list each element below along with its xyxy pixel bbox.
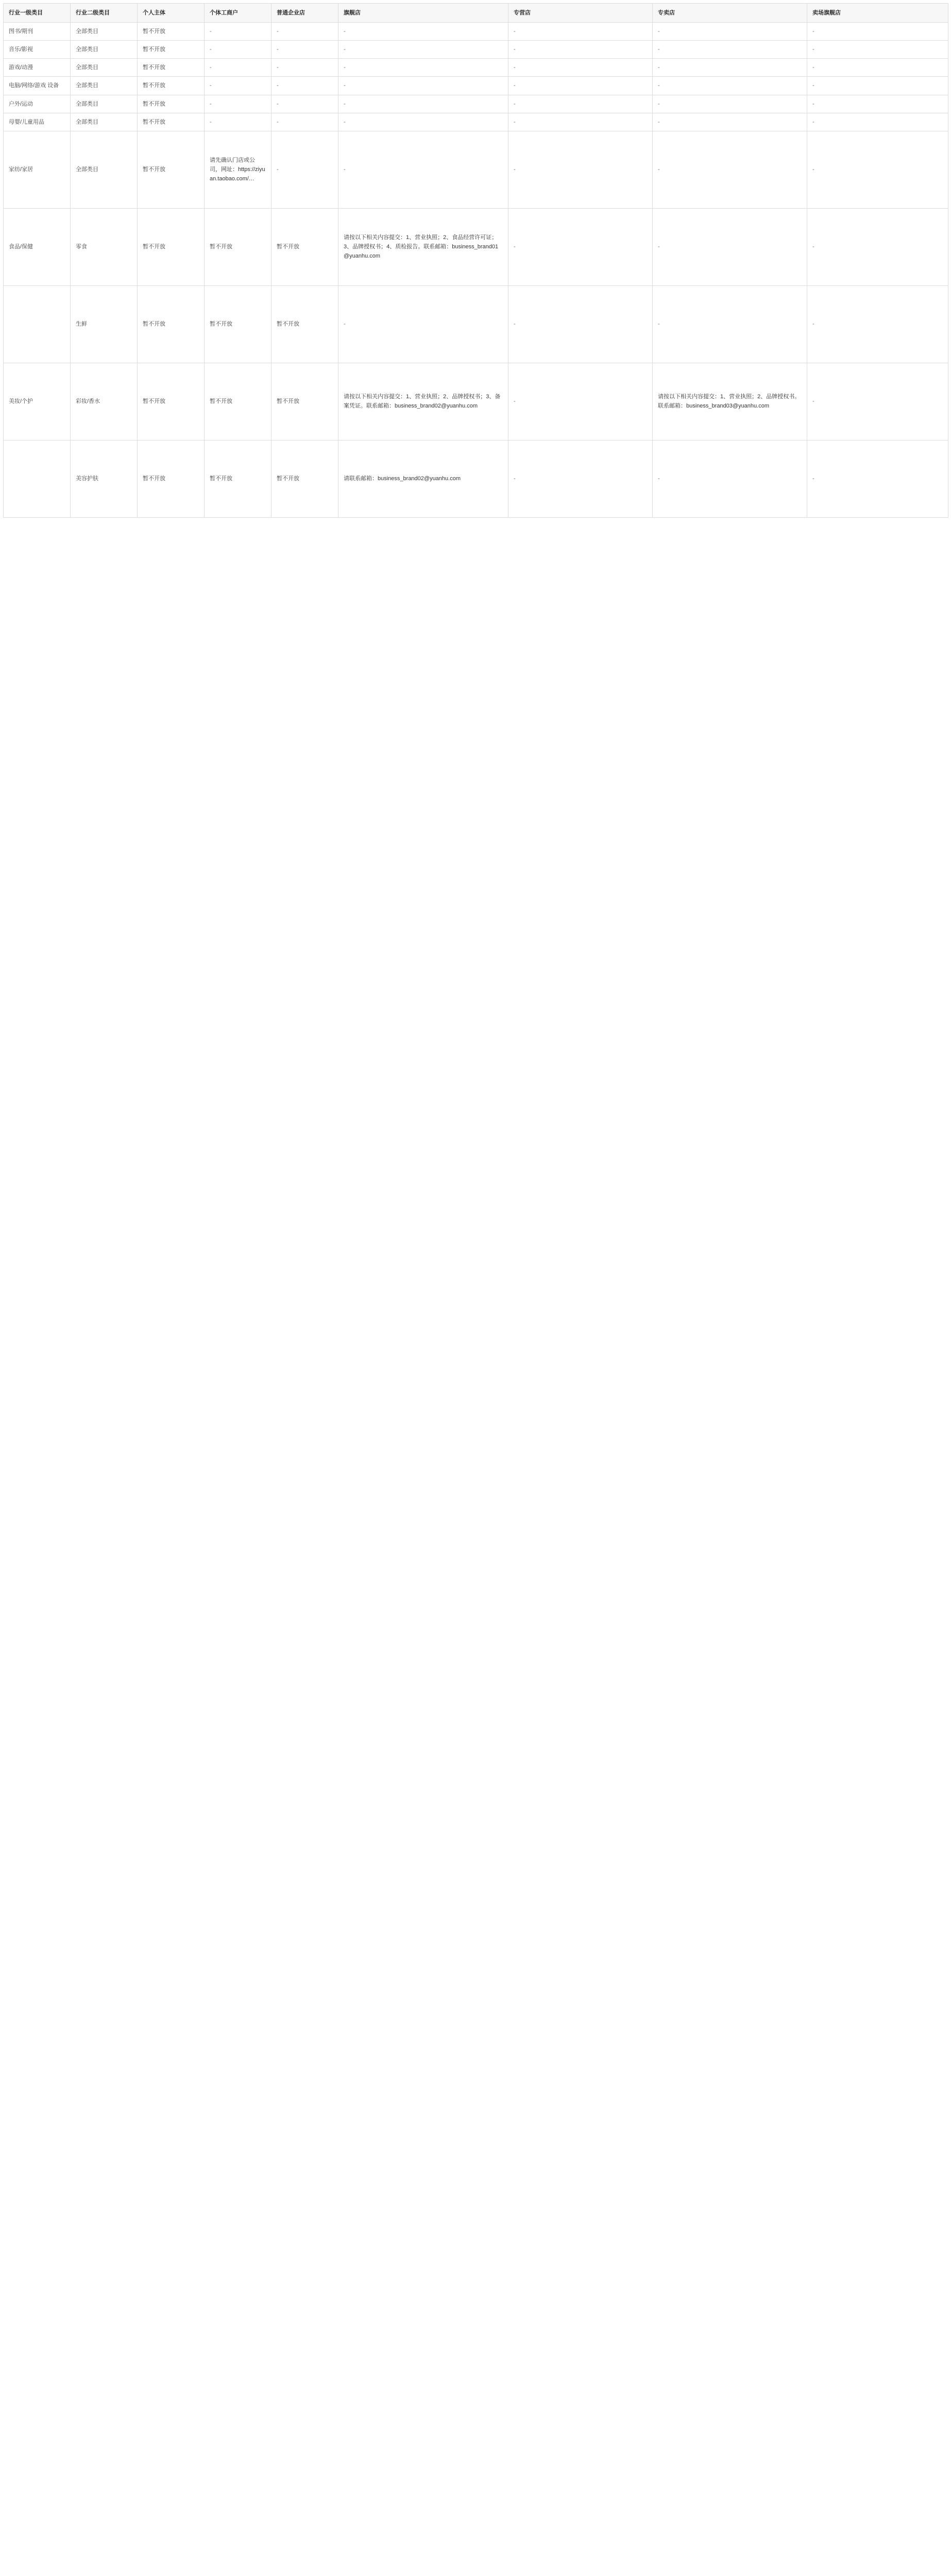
policy-cell: 暂不开放 (271, 285, 338, 363)
policy-cell: 暂不开放 (138, 23, 205, 41)
column-header: 专营店 (508, 4, 653, 23)
policy-cell: 请按以下相关内容提交：1、营业执照；2、食品经营许可证；3、品牌授权书；4、质检报告。联系邮箱：business_brand01@yuanhu.com (338, 208, 508, 285)
policy-cell: - (508, 131, 653, 208)
policy-cell: - (508, 95, 653, 113)
category-entry-matrix (3, 3, 948, 518)
policy-cell: 暂不开放 (138, 440, 205, 517)
policy-cell: 暂不开放 (138, 77, 205, 95)
subcategory-cell: 全部类目 (71, 59, 138, 77)
column-header: 专卖店 (653, 4, 807, 23)
subcategory-cell: 全部类目 (71, 41, 138, 59)
policy-cell: - (653, 208, 807, 285)
policy-cell: - (653, 131, 807, 208)
policy-cell: 暂不开放 (138, 95, 205, 113)
column-header: 普通企业店 (271, 4, 338, 23)
policy-cell: - (508, 59, 653, 77)
column-header: 个人主体 (138, 4, 205, 23)
column-header: 卖场旗舰店 (807, 4, 948, 23)
policy-cell: 暂不开放 (271, 208, 338, 285)
industry-cell: 电脑/网络/游戏 设备 (4, 77, 71, 95)
policy-cell: - (205, 113, 271, 131)
industry-cell: 户外/运动 (4, 95, 71, 113)
subcategory-cell: 全部类目 (71, 95, 138, 113)
policy-cell: - (205, 95, 271, 113)
table-row (4, 95, 948, 113)
industry-cell: 家纺/家居 (4, 131, 71, 208)
table-row (4, 208, 948, 285)
policy-cell: - (508, 440, 653, 517)
policy-cell: - (807, 208, 948, 285)
policy-cell: 暂不开放 (205, 208, 271, 285)
table-row (4, 41, 948, 59)
policy-cell: 暂不开放 (205, 363, 271, 440)
policy-cell: - (205, 41, 271, 59)
table-row (4, 59, 948, 77)
policy-cell: - (271, 77, 338, 95)
policy-cell: - (807, 41, 948, 59)
table-body (4, 23, 948, 518)
column-header: 个体工商户 (205, 4, 271, 23)
policy-cell: - (807, 440, 948, 517)
subcategory-cell: 全部类目 (71, 113, 138, 131)
policy-cell: - (807, 285, 948, 363)
policy-cell: - (508, 363, 653, 440)
policy-cell: - (653, 95, 807, 113)
policy-cell: - (271, 59, 338, 77)
column-header: 行业二级类目 (71, 4, 138, 23)
policy-cell: - (807, 95, 948, 113)
policy-cell: - (807, 77, 948, 95)
policy-cell: - (205, 59, 271, 77)
policy-cell: - (338, 23, 508, 41)
table-row (4, 77, 948, 95)
policy-cell: 请联系邮箱：business_brand02@yuanhu.com (338, 440, 508, 517)
policy-cell: - (653, 77, 807, 95)
policy-cell: - (653, 285, 807, 363)
policy-cell: - (338, 77, 508, 95)
policy-cell: - (338, 131, 508, 208)
policy-cell: 暂不开放 (205, 285, 271, 363)
policy-cell: - (338, 95, 508, 113)
subcategory-cell: 全部类目 (71, 131, 138, 208)
table-row (4, 131, 948, 208)
industry-cell: 食品/保健 (4, 208, 71, 285)
policy-cell: 暂不开放 (138, 59, 205, 77)
policy-cell: - (508, 23, 653, 41)
policy-cell: - (205, 23, 271, 41)
subcategory-cell: 生鲜 (71, 285, 138, 363)
policy-cell: 请先确认门店或公司，网址：https://ziyuan.taobao.com/… (205, 131, 271, 208)
policy-cell: 暂不开放 (138, 363, 205, 440)
subcategory-cell: 美容护肤 (71, 440, 138, 517)
industry-cell: 母婴/儿童用品 (4, 113, 71, 131)
subcategory-cell: 全部类目 (71, 23, 138, 41)
policy-cell: - (338, 41, 508, 59)
policy-cell: - (508, 285, 653, 363)
policy-cell: - (653, 440, 807, 517)
policy-cell: - (653, 59, 807, 77)
policy-cell: 请按以下相关内容提交：1、营业执照；2、品牌授权书；3、备案凭证。联系邮箱：business_brand02@yuanhu.com (338, 363, 508, 440)
industry-cell (4, 285, 71, 363)
policy-cell: - (807, 131, 948, 208)
table-header (4, 4, 948, 23)
subcategory-cell: 全部类目 (71, 77, 138, 95)
policy-cell: - (271, 23, 338, 41)
policy-cell: - (271, 41, 338, 59)
subcategory-cell: 彩妆/香水 (71, 363, 138, 440)
table-row (4, 285, 948, 363)
column-header: 旗舰店 (338, 4, 508, 23)
policy-cell: 暂不开放 (271, 363, 338, 440)
policy-cell: 暂不开放 (271, 440, 338, 517)
policy-cell: 暂不开放 (138, 113, 205, 131)
policy-cell: 暂不开放 (205, 440, 271, 517)
policy-cell: - (338, 59, 508, 77)
policy-cell: - (205, 77, 271, 95)
policy-cell: - (338, 285, 508, 363)
industry-cell (4, 440, 71, 517)
policy-cell: - (271, 131, 338, 208)
policy-cell: - (271, 95, 338, 113)
policy-cell: 暂不开放 (138, 131, 205, 208)
policy-cell: 暂不开放 (138, 41, 205, 59)
policy-cell: 请按以下相关内容提交：1、营业执照；2、品牌授权书。联系邮箱：business_brand03@yuanhu.com (653, 363, 807, 440)
table-row (4, 440, 948, 517)
table-row (4, 23, 948, 41)
policy-cell: - (653, 41, 807, 59)
table-row (4, 363, 948, 440)
policy-cell: - (653, 113, 807, 131)
industry-cell: 游戏/动漫 (4, 59, 71, 77)
policy-cell: - (807, 113, 948, 131)
policy-cell: - (508, 77, 653, 95)
policy-cell: - (338, 113, 508, 131)
policy-cell: - (653, 23, 807, 41)
industry-cell: 美妆/个护 (4, 363, 71, 440)
policy-cell: - (271, 113, 338, 131)
page (3, 3, 948, 518)
policy-cell: - (807, 363, 948, 440)
policy-cell: - (807, 23, 948, 41)
policy-cell: 暂不开放 (138, 285, 205, 363)
table-row (4, 113, 948, 131)
subcategory-cell: 零食 (71, 208, 138, 285)
policy-cell: - (508, 41, 653, 59)
industry-cell: 图书/期刊 (4, 23, 71, 41)
industry-cell: 音乐/影视 (4, 41, 71, 59)
column-header: 行业一级类目 (4, 4, 71, 23)
policy-cell: - (508, 208, 653, 285)
policy-cell: 暂不开放 (138, 208, 205, 285)
policy-cell: - (807, 59, 948, 77)
policy-cell: - (508, 113, 653, 131)
